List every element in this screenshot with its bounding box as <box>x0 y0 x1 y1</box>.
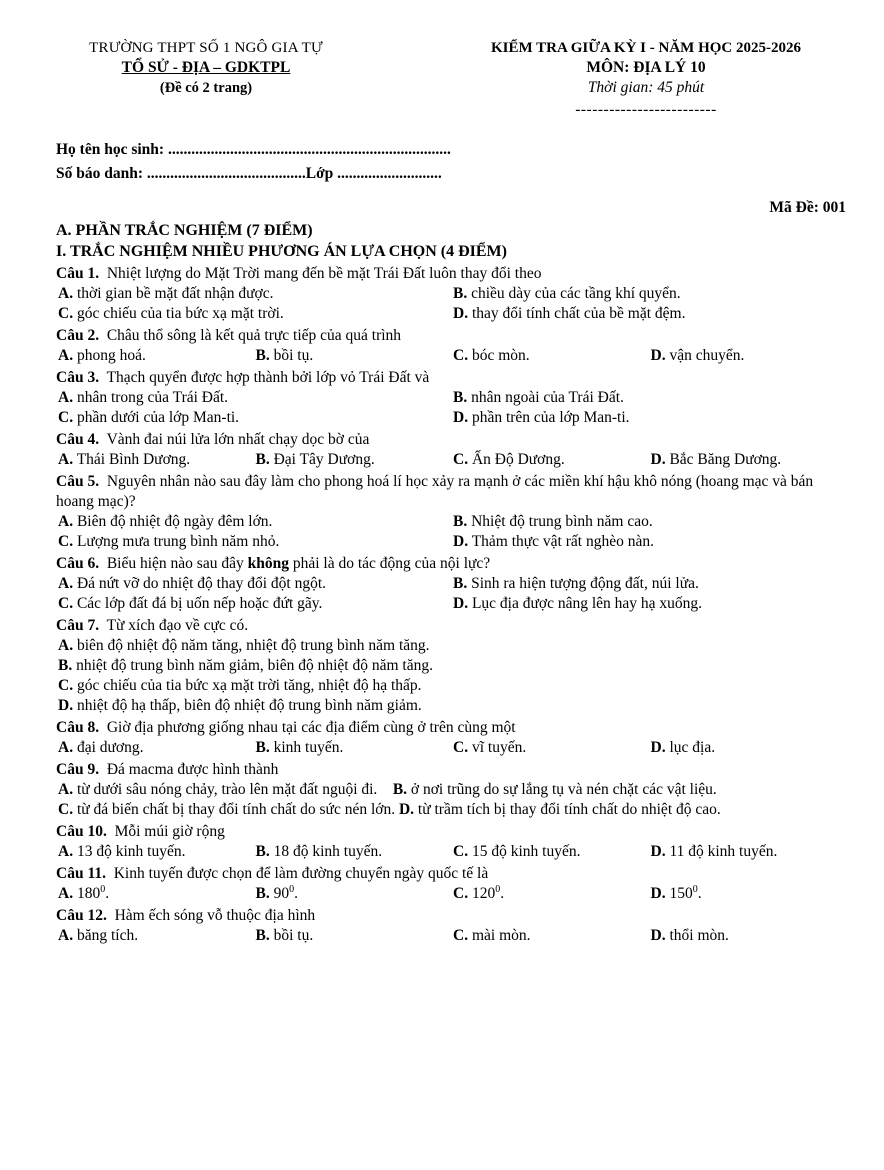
option-text: từ đá biến chất bị thay đổi tính chất do sức nén lớn. <box>76 801 396 818</box>
options-1-row2 <box>56 304 846 324</box>
subject: MÔN: ĐỊA LÝ 10 <box>586 59 706 76</box>
option-text: lục địa. <box>669 739 716 756</box>
question-11 <box>56 864 846 884</box>
question-number: Câu 2. <box>56 327 100 344</box>
pages-note: (Đề có 2 trang) <box>159 80 253 96</box>
option-period: . <box>500 885 505 902</box>
option-label: B. <box>453 575 468 592</box>
option-d[interactable] <box>451 304 846 324</box>
option-label: A. <box>58 739 74 756</box>
option-label: C. <box>453 843 469 860</box>
option-label: A. <box>58 637 74 654</box>
option-text: Đại Tây Dương. <box>273 451 375 468</box>
option-label: C. <box>58 677 74 694</box>
question-2 <box>56 326 846 346</box>
question-number: Câu 1. <box>56 265 100 282</box>
option-text: 15 độ kinh tuyến. <box>471 843 581 860</box>
option-label: A. <box>58 513 74 530</box>
option-text: biên độ nhiệt độ năm tăng, nhiệt độ trung bình năm tăng. <box>76 637 430 654</box>
question-text: Hàm ếch sóng vỗ thuộc địa hình <box>114 907 316 924</box>
option-d[interactable] <box>56 696 846 716</box>
question-number: Câu 7. <box>56 617 100 634</box>
option-text: phong hoá. <box>76 347 146 364</box>
option-text: nhiệt độ trung bình năm giảm, biên độ nhiệt độ năm tăng. <box>76 657 433 674</box>
option-d[interactable] <box>649 450 847 470</box>
option-a[interactable] <box>56 842 254 862</box>
option-label: A. <box>58 389 74 406</box>
option-label: C. <box>453 347 469 364</box>
option-text: đại dương. <box>76 739 144 756</box>
question-number: Câu 10. <box>56 823 107 840</box>
option-c[interactable] <box>451 738 649 758</box>
question-emphasis: không <box>247 555 289 572</box>
options-5-row1 <box>56 512 846 532</box>
option-text: nhân ngoài của Trái Đất. <box>471 389 624 406</box>
option-label: A. <box>58 347 74 364</box>
option-label: C. <box>58 305 74 322</box>
option-value: 120 <box>471 885 496 902</box>
question-number: Câu 5. <box>56 473 100 490</box>
option-label: D. <box>453 595 469 612</box>
option-a[interactable] <box>56 738 254 758</box>
option-label: C. <box>58 409 74 426</box>
option-label: A. <box>58 927 74 944</box>
option-label: A. <box>58 285 74 302</box>
option-c[interactable] <box>58 801 395 818</box>
option-label: B. <box>255 347 270 364</box>
class-label: Lớp ........................... <box>305 165 442 182</box>
option-d[interactable] <box>399 801 721 818</box>
option-text: thay đổi tính chất của bề mặt đệm. <box>471 305 686 322</box>
question-text: Thạch quyển được hợp thành bởi lớp vỏ Trái Đất và <box>106 369 430 386</box>
question-number: Câu 4. <box>56 431 100 448</box>
option-a[interactable] <box>58 781 377 798</box>
option-label: C. <box>58 595 74 612</box>
degree-sup: 0 <box>692 883 698 895</box>
option-text: Ấn Độ Dương. <box>471 451 565 468</box>
option-label: A. <box>58 781 74 798</box>
option-label: B. <box>58 657 73 674</box>
exam-page <box>56 38 846 946</box>
option-a[interactable] <box>56 926 254 946</box>
option-label: D. <box>398 801 415 818</box>
option-text: Thảm thực vật rất nghèo nàn. <box>471 533 654 550</box>
option-text: chiều dày của các tầng khí quyển. <box>471 285 681 302</box>
option-label: B. <box>255 843 270 860</box>
question-text-end: phải là do tác động của nội lực? <box>292 555 491 572</box>
question-number: Câu 12. <box>56 907 107 924</box>
option-label: C. <box>453 885 469 902</box>
option-b[interactable] <box>254 926 452 946</box>
option-text: bồi tụ. <box>273 927 314 944</box>
option-label: D. <box>650 885 666 902</box>
options-7-a <box>56 636 846 656</box>
options-3-row2 <box>56 408 846 428</box>
option-text: phần trên của lớp Man-ti. <box>471 409 630 426</box>
option-text: góc chiếu của tia bức xạ mặt trời tăng, nhiệt độ hạ thấp. <box>76 677 422 694</box>
option-a[interactable] <box>56 346 254 366</box>
option-c[interactable] <box>451 842 649 862</box>
option-a[interactable] <box>56 450 254 470</box>
option-text: Bắc Băng Dương. <box>669 451 782 468</box>
options-9-ab <box>56 780 846 800</box>
option-text: 13 độ kinh tuyến. <box>76 843 186 860</box>
question-8 <box>56 718 846 738</box>
exam-code: Mã Đề: 001 <box>769 199 846 216</box>
option-b[interactable] <box>254 450 452 470</box>
options-8 <box>56 738 846 758</box>
question-text: Châu thổ sông là kết quả trực tiếp của quá trình <box>106 327 402 344</box>
options-6-row1 <box>56 574 846 594</box>
option-text: 18 độ kinh tuyến. <box>273 843 383 860</box>
option-text: bồi tụ. <box>273 347 314 364</box>
options-7-b <box>56 656 846 676</box>
option-label: B. <box>255 739 270 756</box>
option-label: D. <box>650 927 666 944</box>
option-a[interactable] <box>56 574 451 594</box>
option-c[interactable] <box>451 884 649 904</box>
section-part-i: I. TRẮC NGHIỆM NHIỀU PHƯƠNG ÁN LỰA CHỌN (4 ĐIỂM) <box>56 243 507 260</box>
option-a[interactable] <box>56 636 846 656</box>
options-1-row1 <box>56 284 846 304</box>
option-b[interactable] <box>254 884 452 904</box>
student-name-line: Họ tên học sinh: ......................................................................... <box>56 141 451 158</box>
exam-title: KIỂM TRA GIỮA KỲ I - NĂM HỌC 2025-2026 <box>490 40 801 56</box>
option-label: B. <box>453 285 468 302</box>
option-d[interactable] <box>451 532 846 552</box>
options-7-d <box>56 696 846 716</box>
option-text: từ trầm tích bị thay đổi tính chất do nhiệt độ cao. <box>417 801 721 818</box>
question-3 <box>56 368 846 388</box>
question-6 <box>56 554 846 574</box>
option-text: ở nơi trũng do sự lắng tụ và nén chặt các vật liệu. <box>410 781 717 798</box>
option-text: Đá nứt vỡ do nhiệt độ thay đổi đột ngột. <box>76 575 327 592</box>
exam-info-block <box>446 38 846 120</box>
option-label: D. <box>453 305 469 322</box>
option-label: D. <box>650 739 666 756</box>
question-text: Biểu hiện nào sau đây <box>106 555 244 572</box>
question-7 <box>56 616 846 636</box>
option-text: Lục địa được nâng lên hay hạ xuống. <box>471 595 703 612</box>
option-text: Nhiệt độ trung bình năm cao. <box>471 513 653 530</box>
option-label: C. <box>453 739 469 756</box>
option-a[interactable] <box>56 884 254 904</box>
student-info <box>56 140 846 188</box>
question-text: Từ xích đạo về cực có. <box>106 617 249 634</box>
option-label: A. <box>58 575 74 592</box>
option-c[interactable] <box>56 408 451 428</box>
school-name: TRƯỜNG THPT SỐ 1 NGÔ GIA TỰ <box>89 40 323 56</box>
option-c[interactable] <box>56 304 451 324</box>
student-id-label: Số báo danh: ......................................... <box>56 165 306 182</box>
question-text: Đá macma được hình thành <box>106 761 279 778</box>
option-text: mài mòn. <box>471 927 531 944</box>
option-c[interactable] <box>451 346 649 366</box>
option-label: D. <box>453 409 469 426</box>
option-d[interactable] <box>649 738 847 758</box>
option-text: Biên độ nhiệt độ ngày đêm lớn. <box>76 513 273 530</box>
option-label: A. <box>58 843 74 860</box>
option-label: C. <box>453 451 469 468</box>
option-label: D. <box>650 451 666 468</box>
option-a[interactable] <box>56 284 451 304</box>
question-number: Câu 11. <box>56 865 106 882</box>
option-text: Thái Bình Dương. <box>76 451 191 468</box>
section-part-a: A. PHẦN TRẮC NGHIỆM (7 ĐIỂM) <box>56 222 313 239</box>
option-b[interactable] <box>56 656 846 676</box>
option-text: 11 độ kinh tuyến. <box>669 843 778 860</box>
option-a[interactable] <box>56 388 451 408</box>
option-label: B. <box>392 781 408 798</box>
question-text: Mỗi múi giờ rộng <box>114 823 225 840</box>
question-number: Câu 8. <box>56 719 100 736</box>
option-text: thổi mòn. <box>669 927 729 944</box>
option-c[interactable] <box>56 594 451 614</box>
option-label: A. <box>58 451 74 468</box>
option-text: Sinh ra hiện tượng động đất, núi lửa. <box>471 575 699 592</box>
options-9-cd <box>56 800 846 820</box>
school-block <box>56 38 356 98</box>
options-6-row2 <box>56 594 846 614</box>
question-10 <box>56 822 846 842</box>
question-number: Câu 6. <box>56 555 100 572</box>
option-text: góc chiếu của tia bức xạ mặt trời. <box>76 305 284 322</box>
option-label: B. <box>255 451 270 468</box>
option-text: nhiệt độ hạ thấp, biên độ nhiệt độ trung bình năm giảm. <box>76 697 422 714</box>
option-c[interactable] <box>451 926 649 946</box>
degree-sup: 0 <box>289 883 295 895</box>
option-label: A. <box>58 885 74 902</box>
option-text: vĩ tuyến. <box>471 739 527 756</box>
question-4 <box>56 430 846 450</box>
option-c[interactable] <box>56 676 846 696</box>
option-b[interactable] <box>254 346 452 366</box>
option-text: nhân trong của Trái Đất. <box>76 389 229 406</box>
option-b[interactable] <box>451 512 846 532</box>
option-label: B. <box>453 513 468 530</box>
header-separator: ------------------------- <box>575 101 717 118</box>
question-text: Nhiệt lượng do Mặt Trời mang đến bề mặt Trái Đất luôn thay đổi theo <box>106 265 542 282</box>
question-text: Giờ địa phương giống nhau tại các địa điểm cùng ở trên cùng một <box>106 719 516 736</box>
option-d[interactable] <box>649 926 847 946</box>
question-text: Vành đai núi lửa lớn nhất chạy dọc bờ của <box>106 431 370 448</box>
question-number: Câu 3. <box>56 369 100 386</box>
option-text: từ dưới sâu nóng chảy, trào lên mặt đất nguội đi. <box>76 781 378 798</box>
option-period: . <box>294 885 298 902</box>
option-b[interactable] <box>451 284 846 304</box>
student-id-line <box>56 164 846 188</box>
question-1 <box>56 264 846 284</box>
question-number: Câu 9. <box>56 761 100 778</box>
option-text: băng tích. <box>76 927 139 944</box>
options-10 <box>56 842 846 862</box>
question-text: Kinh tuyến được chọn để làm đường chuyển ngày quốc tế là <box>113 865 489 882</box>
option-text: phần dưới của lớp Man-ti. <box>76 409 240 426</box>
option-period: . <box>105 885 110 902</box>
option-value: 90 <box>273 885 290 902</box>
options-4 <box>56 450 846 470</box>
option-text: vận chuyển. <box>669 347 745 364</box>
option-label: B. <box>255 885 270 902</box>
option-b[interactable] <box>254 842 452 862</box>
option-text: thời gian bề mặt đất nhận được. <box>76 285 274 302</box>
option-label: D. <box>58 697 74 714</box>
option-d[interactable] <box>451 594 846 614</box>
option-a[interactable] <box>56 512 451 532</box>
options-7-c <box>56 676 846 696</box>
option-b[interactable] <box>393 781 717 798</box>
option-c[interactable] <box>451 450 649 470</box>
option-b[interactable] <box>451 574 846 594</box>
option-text: Các lớp đất đá bị uốn nếp hoặc đứt gãy. <box>76 595 323 612</box>
degree-sup: 0 <box>495 883 501 895</box>
option-c[interactable] <box>56 532 451 552</box>
option-d[interactable] <box>649 346 847 366</box>
options-2 <box>56 346 846 366</box>
option-value: 180 <box>76 885 101 902</box>
option-label: C. <box>453 927 469 944</box>
option-text: bóc mòn. <box>471 347 530 364</box>
duration: Thời gian: 45 phút <box>587 79 705 96</box>
option-label: D. <box>453 533 469 550</box>
option-value: 150 <box>669 885 693 902</box>
option-d[interactable] <box>451 408 846 428</box>
option-label: B. <box>255 927 270 944</box>
options-5-row2 <box>56 532 846 552</box>
option-text: Lượng mưa trung bình năm nhỏ. <box>76 533 280 550</box>
option-text: kinh tuyến. <box>273 739 344 756</box>
options-12 <box>56 926 846 946</box>
option-label: D. <box>650 843 666 860</box>
exam-header <box>56 38 846 130</box>
degree-sup: 0 <box>100 883 106 895</box>
option-label: D. <box>650 347 666 364</box>
option-label: C. <box>58 801 74 818</box>
options-3-row1 <box>56 388 846 408</box>
question-5 <box>56 472 846 512</box>
option-b[interactable] <box>451 388 846 408</box>
option-d[interactable] <box>649 842 847 862</box>
question-9 <box>56 760 846 780</box>
question-12 <box>56 906 846 926</box>
question-text: Nguyên nhân nào sau đây làm cho phong hoá lí học xảy ra mạnh ở các miền khí hậu khô nóng (hoang mạc và bán hoang mạc)? <box>56 473 814 510</box>
option-label: C. <box>58 533 74 550</box>
option-d[interactable] <box>649 884 847 904</box>
option-b[interactable] <box>254 738 452 758</box>
options-11 <box>56 884 846 904</box>
option-label: B. <box>453 389 468 406</box>
option-period: . <box>697 885 702 902</box>
department-name: TỔ SỬ - ĐỊA – GDKTPL <box>121 59 291 76</box>
